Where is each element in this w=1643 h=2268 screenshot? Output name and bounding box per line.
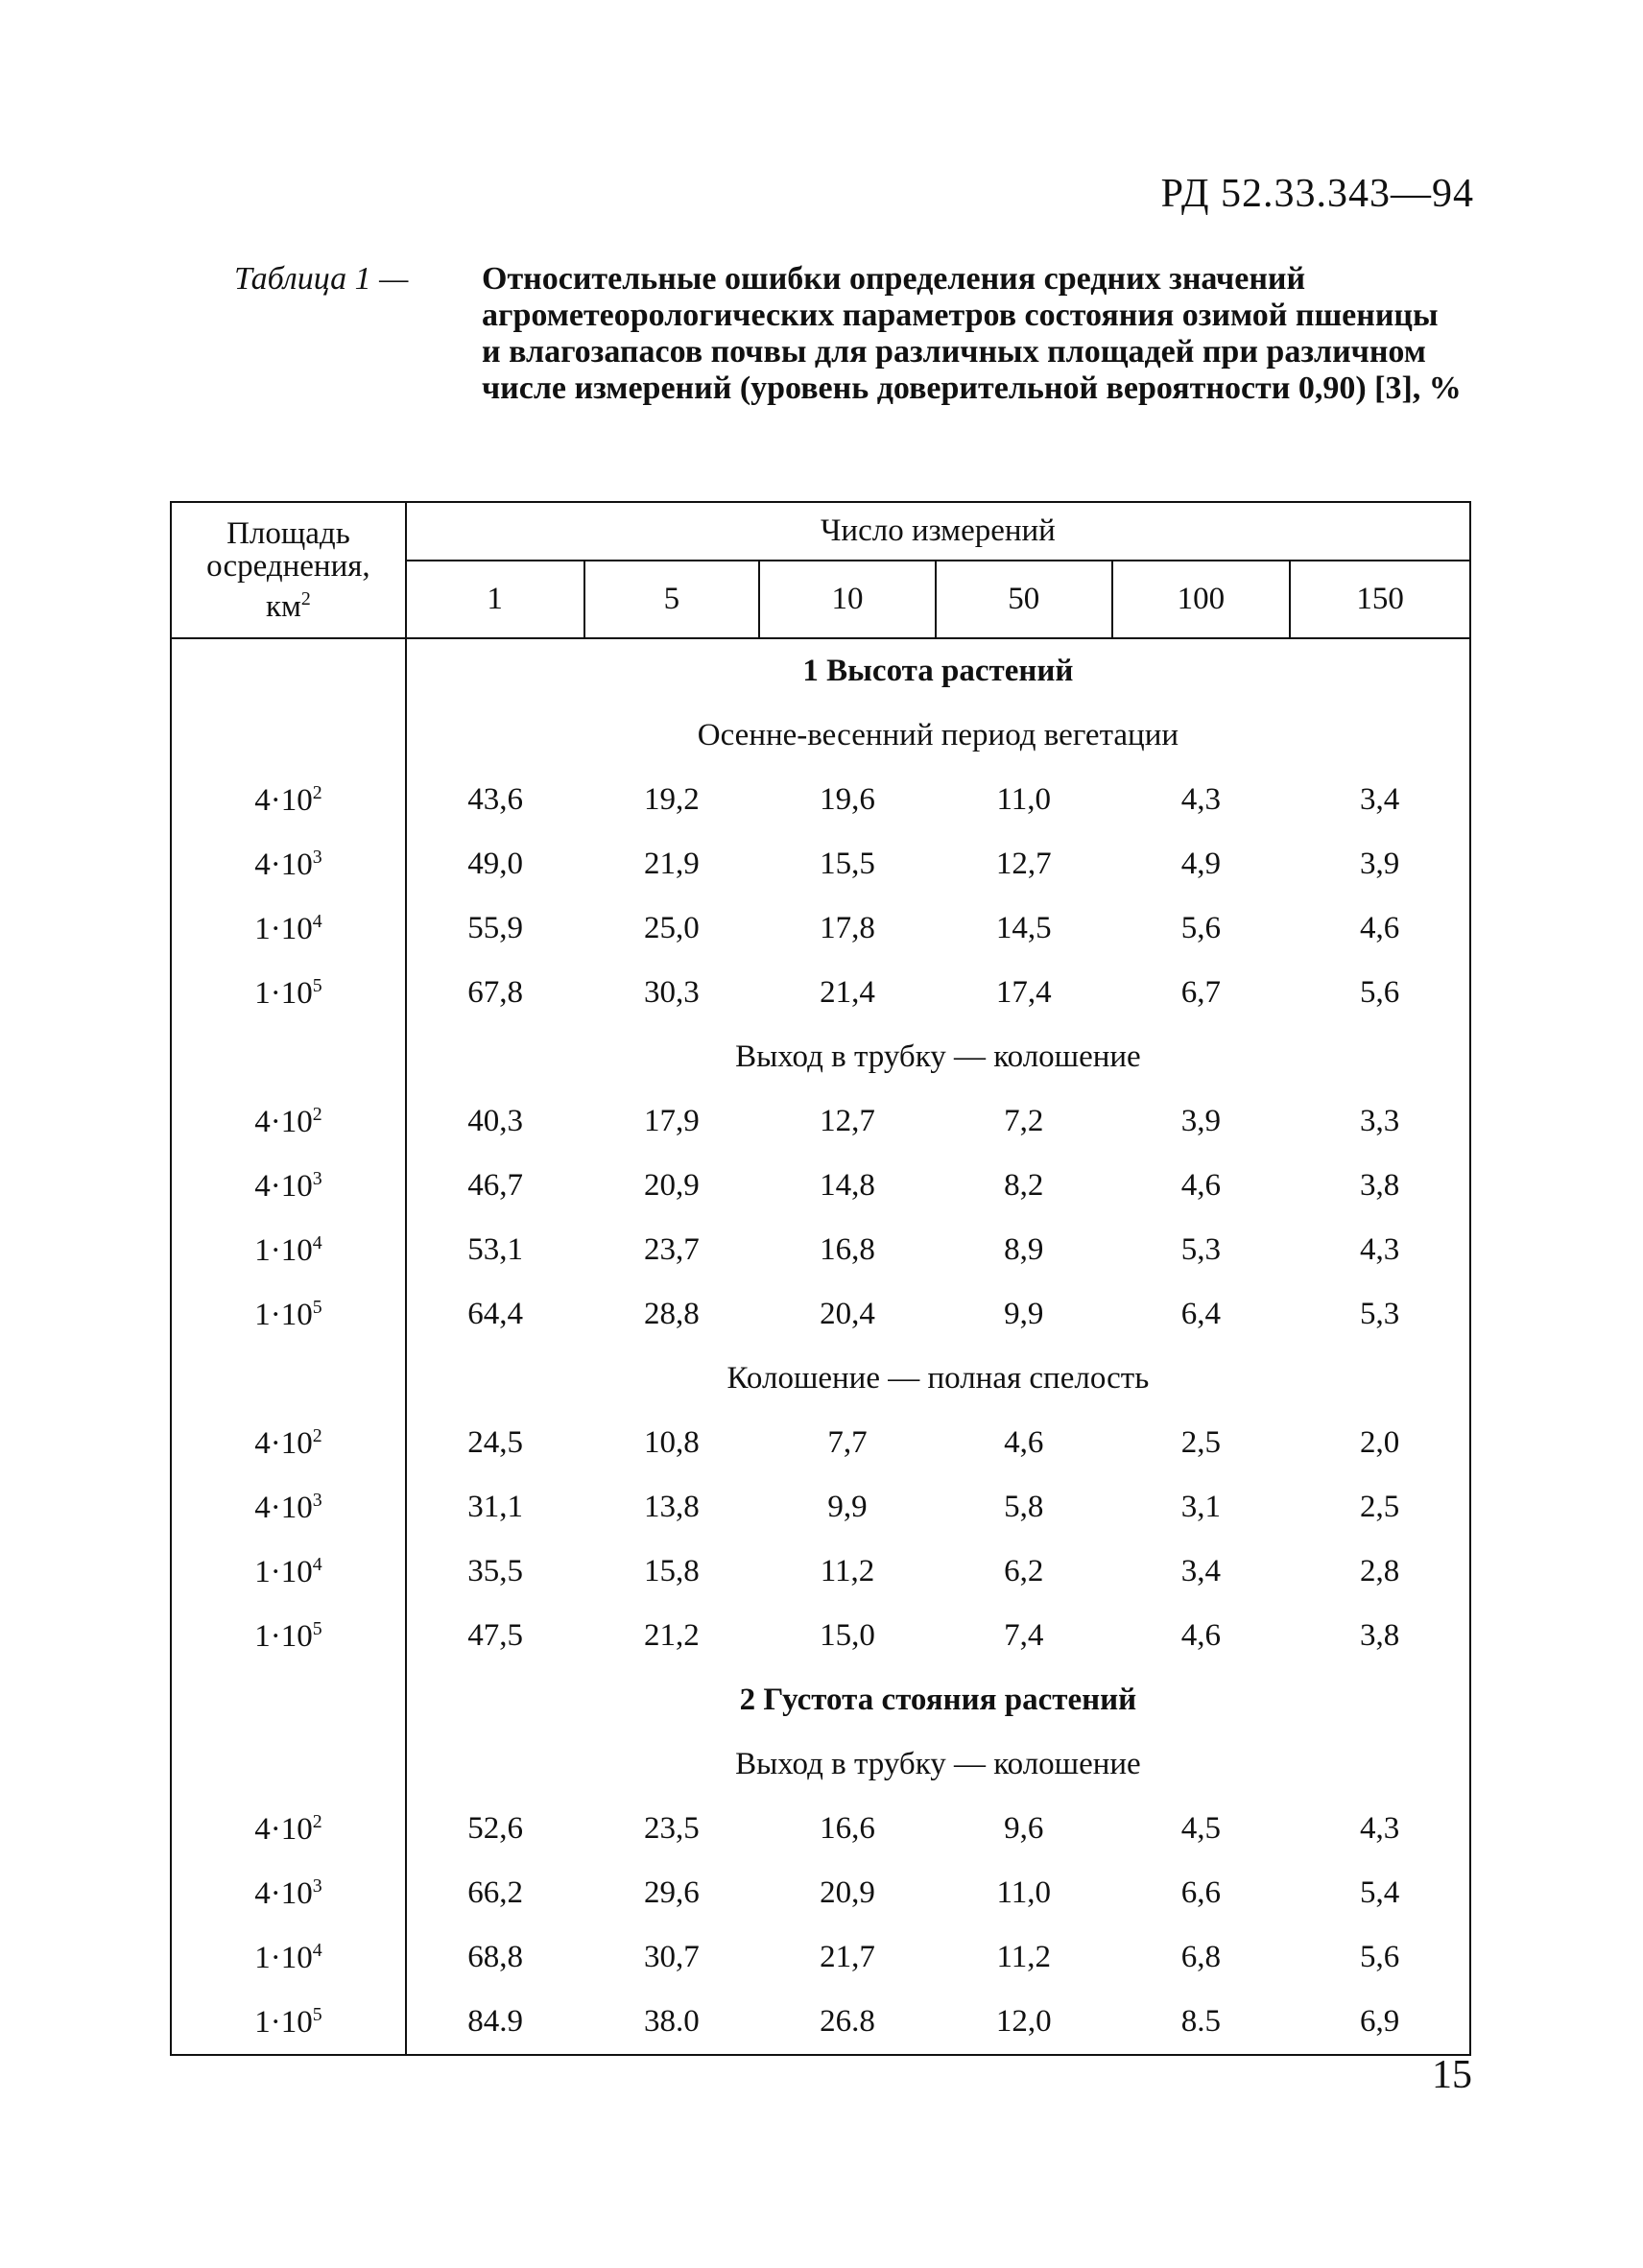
area-header-line1: Площадь (226, 516, 350, 551)
value-cell: 6,6 (1180, 1875, 1222, 1910)
area-header-line3: км (266, 589, 301, 624)
document-code: РД 52.33.343—94 (1160, 172, 1474, 216)
value-cell: 16,8 (820, 1232, 875, 1267)
value-cell: 21,9 (643, 847, 700, 881)
value-cell: 20,9 (643, 1168, 700, 1203)
area-base: 1·10 (254, 975, 313, 1011)
value-cell: 4,9 (1180, 847, 1222, 881)
value-cell: 3,3 (1290, 1089, 1470, 1154)
value-cell: 9,9 (827, 1490, 868, 1524)
value-cell: 14,5 (995, 911, 1052, 945)
value-cell: 19,6 (820, 782, 875, 817)
value-cell: 7,7 (827, 1425, 868, 1460)
error-table (170, 501, 1471, 2056)
value-cell: 52,6 (467, 1811, 524, 1846)
area-base: 4·10 (254, 782, 313, 818)
table-row (171, 1411, 1470, 1475)
value-cell: 21,7 (820, 1940, 875, 1974)
value-cell: 40,3 (467, 1104, 524, 1138)
value-cell: 3,1 (1180, 1490, 1222, 1524)
value-cell: 23,7 (643, 1232, 700, 1267)
table-row (171, 1089, 1470, 1154)
subsection-row (171, 1025, 1470, 1089)
table-row (171, 1604, 1470, 1668)
area-cell-empty (171, 1025, 406, 1089)
value-cell: 8,9 (1004, 1232, 1044, 1267)
value-cell: 3,9 (1290, 832, 1470, 896)
value-cell: 28,8 (643, 1297, 700, 1331)
area-base: 1·10 (254, 2004, 313, 2040)
area-exponent: 5 (312, 974, 322, 996)
value-cell: 12,7 (820, 1104, 875, 1138)
value-cell: 68,8 (467, 1940, 524, 1974)
column-header: 150 (1290, 561, 1470, 638)
area-cell-empty (171, 1732, 406, 1797)
table-row (171, 1861, 1470, 1925)
area-exponent: 3 (312, 1489, 322, 1511)
area-cell (171, 1154, 406, 1218)
value-cell: 5,6 (1180, 911, 1222, 945)
value-cell: 12,7 (995, 847, 1052, 881)
area-cell (171, 1282, 406, 1347)
value-cell: 55,9 (467, 911, 524, 945)
subsection-title: Колошение — полная спелость (406, 1347, 1470, 1411)
subsection-title: Выход в трубку — колошение (406, 1732, 1470, 1797)
table-row (171, 832, 1470, 896)
column-header: 50 (936, 561, 1112, 638)
value-cell: 11,2 (820, 1554, 875, 1588)
measurement-count-header: Число измерений (406, 502, 1470, 561)
subsection-row (171, 704, 1470, 768)
value-cell: 5,4 (1290, 1861, 1470, 1925)
table-row (171, 1990, 1470, 2055)
area-exponent: 2 (312, 781, 322, 803)
area-cell (171, 1540, 406, 1604)
area-base: 1·10 (254, 1940, 313, 1975)
table-row (171, 1282, 1470, 1347)
area-base: 4·10 (254, 1425, 313, 1461)
value-cell: 16,6 (820, 1811, 875, 1846)
value-cell: 12,0 (936, 1990, 1112, 2055)
area-exponent: 2 (312, 1103, 322, 1125)
subsection-title: Осенне-весенний период вегетации (406, 704, 1470, 768)
value-cell: 20,4 (820, 1297, 875, 1331)
value-cell: 14,8 (820, 1168, 875, 1203)
area-exponent: 5 (312, 2003, 322, 2025)
table-row (171, 1154, 1470, 1218)
area-cell (171, 1475, 406, 1540)
area-base: 1·10 (254, 1297, 313, 1332)
area-base: 4·10 (254, 1875, 313, 1911)
area-base: 4·10 (254, 1811, 313, 1847)
value-cell: 7,4 (1004, 1618, 1044, 1653)
area-cell-empty (171, 1347, 406, 1411)
area-base: 4·10 (254, 1104, 313, 1139)
value-cell: 11,2 (996, 1940, 1051, 1974)
value-cell: 15,0 (820, 1618, 875, 1653)
value-cell: 4,6 (1004, 1425, 1044, 1460)
area-header-unit-exponent: 2 (300, 588, 311, 609)
area-exponent: 3 (312, 1167, 322, 1189)
area-exponent: 4 (312, 1553, 322, 1575)
value-cell: 5,3 (1180, 1232, 1222, 1267)
value-cell: 5,8 (1004, 1490, 1044, 1524)
area-cell (171, 1797, 406, 1861)
area-exponent: 4 (312, 1939, 322, 1961)
area-header-line2: осреднения, (206, 549, 370, 584)
column-header: 1 (406, 561, 584, 638)
value-cell: 84.9 (406, 1990, 584, 2055)
value-cell: 6,2 (1004, 1554, 1044, 1588)
value-cell: 3,4 (1290, 768, 1470, 832)
value-cell: 66,2 (467, 1875, 524, 1910)
value-cell: 2,5 (1180, 1425, 1222, 1460)
table-row (171, 1475, 1470, 1540)
value-cell: 3,8 (1290, 1154, 1470, 1218)
value-cell: 2,0 (1290, 1411, 1470, 1475)
value-cell: 64,4 (467, 1297, 524, 1331)
value-cell: 38.0 (584, 1990, 760, 2055)
table-row (171, 1540, 1470, 1604)
table-row (171, 1797, 1470, 1861)
section-title: 2 Густота стояния растений (406, 1668, 1470, 1732)
column-header: 100 (1112, 561, 1291, 638)
area-exponent: 3 (312, 1874, 322, 1897)
value-cell: 9,6 (1004, 1811, 1044, 1846)
value-cell: 3,9 (1180, 1104, 1222, 1138)
value-cell: 4,6 (1290, 896, 1470, 961)
value-cell: 6,7 (1180, 975, 1222, 1010)
value-cell: 4,6 (1180, 1168, 1222, 1203)
value-cell: 11,0 (996, 1875, 1051, 1910)
section-title: 1 Высота растений (406, 638, 1470, 704)
area-cell-empty (171, 1668, 406, 1732)
value-cell: 30,3 (643, 975, 700, 1010)
value-cell: 10,8 (643, 1425, 700, 1460)
value-cell: 53,1 (467, 1232, 524, 1267)
area-base: 1·10 (254, 911, 313, 946)
caption-text: Относительные ошибки определения средних значений агрометеорологических параметров состояния озимой пшеницы и влагозапасов почвы для различных площадей при различном числе измерений (уровень доверительной вероятности 0,90) [3], % (482, 261, 1462, 406)
value-cell: 3,8 (1290, 1604, 1470, 1668)
value-cell: 4,3 (1290, 1797, 1470, 1861)
column-header: 5 (584, 561, 760, 638)
area-exponent: 3 (312, 846, 322, 868)
table-caption (234, 261, 1463, 407)
area-cell (171, 1411, 406, 1475)
area-cell-empty (171, 638, 406, 704)
value-cell: 31,1 (467, 1490, 524, 1524)
area-exponent: 5 (312, 1296, 322, 1318)
value-cell: 67,8 (467, 975, 524, 1010)
area-cell (171, 1089, 406, 1154)
value-cell: 4,3 (1180, 782, 1222, 817)
table-row (171, 1218, 1470, 1282)
column-header: 10 (759, 561, 936, 638)
value-cell: 5,6 (1290, 961, 1470, 1025)
value-cell: 3,4 (1180, 1554, 1222, 1588)
table-body (171, 638, 1470, 2055)
value-cell: 17,8 (820, 911, 875, 945)
table-row (171, 961, 1470, 1025)
value-cell: 2,8 (1290, 1540, 1470, 1604)
area-cell (171, 1861, 406, 1925)
value-cell: 13,8 (643, 1490, 700, 1524)
section-row (171, 1668, 1470, 1732)
value-cell: 6,9 (1290, 1990, 1470, 2055)
table-row (171, 896, 1470, 961)
value-cell: 30,7 (643, 1940, 700, 1974)
area-cell (171, 768, 406, 832)
value-cell: 6,4 (1180, 1297, 1222, 1331)
value-cell: 4,6 (1180, 1618, 1222, 1653)
value-cell: 21,4 (820, 975, 875, 1010)
area-exponent: 5 (312, 1617, 322, 1639)
value-cell: 23,5 (643, 1811, 700, 1846)
caption-label: Таблица 1 — (234, 261, 409, 297)
value-cell: 15,8 (643, 1554, 700, 1588)
page-number: 15 (1432, 2053, 1472, 2097)
value-cell: 24,5 (467, 1425, 524, 1460)
subsection-row (171, 1347, 1470, 1411)
area-cell (171, 1604, 406, 1668)
value-cell: 4,5 (1180, 1811, 1222, 1846)
value-cell: 8,2 (1004, 1168, 1044, 1203)
area-cell (171, 832, 406, 896)
value-cell: 4,3 (1290, 1218, 1470, 1282)
value-cell: 5,6 (1290, 1925, 1470, 1990)
area-cell (171, 1990, 406, 2055)
value-cell: 20,9 (820, 1875, 875, 1910)
value-cell: 17,4 (995, 975, 1052, 1010)
value-cell: 19,2 (643, 782, 700, 817)
value-cell: 2,5 (1290, 1475, 1470, 1540)
value-cell: 25,0 (643, 911, 700, 945)
value-cell: 17,9 (643, 1104, 700, 1138)
area-cell (171, 896, 406, 961)
value-cell: 29,6 (643, 1875, 700, 1910)
subsection-title: Выход в трубку — колошение (406, 1025, 1470, 1089)
area-column-header (171, 502, 406, 638)
value-cell: 15,5 (820, 847, 875, 881)
area-base: 4·10 (254, 1490, 313, 1525)
area-base: 4·10 (254, 1168, 313, 1204)
area-cell-empty (171, 704, 406, 768)
area-exponent: 2 (312, 1424, 322, 1446)
value-cell: 43,6 (467, 782, 524, 817)
value-cell: 21,2 (643, 1618, 700, 1653)
value-cell: 11,0 (996, 782, 1051, 817)
value-cell: 5,3 (1290, 1282, 1470, 1347)
area-base: 1·10 (254, 1618, 313, 1654)
table-row (171, 1925, 1470, 1990)
value-cell: 47,5 (467, 1618, 524, 1653)
area-exponent: 4 (312, 910, 322, 932)
subsection-row (171, 1732, 1470, 1797)
table-row (171, 768, 1470, 832)
value-cell: 35,5 (467, 1554, 524, 1588)
area-cell (171, 961, 406, 1025)
value-cell: 8.5 (1112, 1990, 1291, 2055)
value-cell: 49,0 (467, 847, 524, 881)
section-row (171, 638, 1470, 704)
value-cell: 26.8 (759, 1990, 936, 2055)
value-cell: 9,9 (1004, 1297, 1044, 1331)
area-exponent: 4 (312, 1231, 322, 1253)
area-exponent: 2 (312, 1810, 322, 1832)
value-cell: 6,8 (1180, 1940, 1222, 1974)
area-base: 1·10 (254, 1554, 313, 1589)
area-base: 1·10 (254, 1232, 313, 1268)
area-cell (171, 1218, 406, 1282)
value-cell: 46,7 (467, 1168, 524, 1203)
area-base: 4·10 (254, 847, 313, 882)
area-cell (171, 1925, 406, 1990)
value-cell: 7,2 (1004, 1104, 1044, 1138)
